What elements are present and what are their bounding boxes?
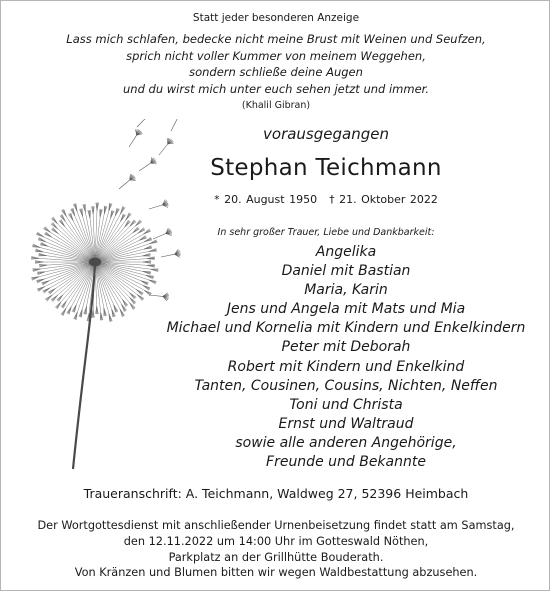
mourner: Tanten, Cousinen, Cousins, Nichten, Neffen — [194, 377, 498, 394]
mourner: Freunde und Bekannte — [266, 454, 426, 471]
notice-header: Statt jeder besonderen Anzeige — [192, 12, 360, 24]
death-date: † 21. Oktober 2022 — [329, 193, 438, 206]
mourner: Maria, Karin — [304, 282, 388, 299]
mourner: sowie alle anderen Angehörige, — [235, 434, 457, 451]
service-line: Der Wortgottesdienst mit anschließender Urnenbeisetzung findet statt am Samstag, — [37, 519, 515, 532]
birth-date: * 20. August 1950 — [214, 193, 318, 206]
mourner: Peter mit Deborah — [281, 339, 411, 356]
mourners-list — [71, 243, 550, 472]
mourner: Angelika — [315, 244, 377, 260]
service-line: Von Kränzen und Blumen bitten wir wegen Waldbestattung abzusehen. — [74, 566, 478, 580]
mourner: Daniel mit Bastian — [281, 263, 411, 280]
mourner: Toni und Christa — [289, 396, 403, 413]
poem-line: sprich nicht voller Kummer von meinem Weggehen, — [126, 48, 426, 63]
mourner: Michael und Kornelia mit Kindern und Enkelkindern — [166, 320, 526, 337]
mourning-address: Traueranschrift: A. Teichmann, Waldweg 27, 52396 Heimbach — [83, 486, 469, 501]
poem-line: sondern schließe deine Augen — [189, 65, 363, 79]
poem-attribution: (Khalil Gibran) — [241, 100, 311, 111]
poem — [1, 31, 550, 97]
preceded-label: vorausgegangen — [263, 125, 389, 143]
service-line: Parkplatz an der Grillhütte Bouderath. — [168, 550, 384, 564]
poem-line: und du wirst mich unter euch sehen jetzt und immer. — [123, 81, 429, 96]
poem-line: Lass mich schlafen, bedecke nicht meine Brust mit Weinen und Seufzen, — [66, 32, 486, 46]
service-details — [1, 518, 550, 581]
mourning-line: In sehr großer Trauer, Liebe und Dankbarkeit: — [217, 227, 435, 238]
mourner: Robert mit Kindern und Enkelkind — [227, 358, 465, 375]
mourner: Ernst und Waltraud — [278, 415, 414, 432]
deceased-name: Stephan Teichmann — [210, 155, 442, 181]
service-line: den 12.11.2022 um 14:00 Uhr im Gotteswald Nöthen, — [123, 534, 429, 548]
life-dates — [51, 193, 550, 206]
mourner: Jens und Angela mit Mats und Mia — [226, 301, 466, 318]
